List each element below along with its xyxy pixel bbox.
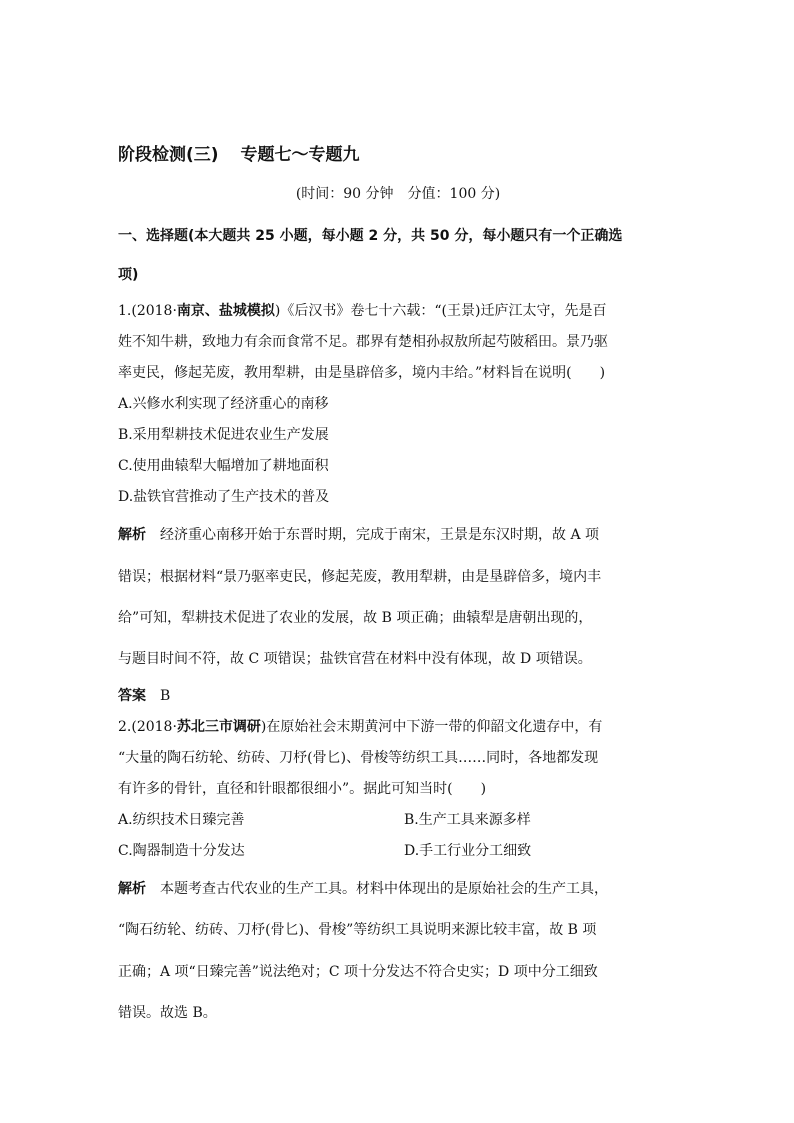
q1-source: 南京、盐城模拟 xyxy=(176,303,275,319)
q2-option-a: A.纺织技术日臻完善 xyxy=(118,812,245,828)
q1-stem-line2: 姓不知牛耕，致地力有余而食常不足。郡界有楚相孙叔敖所起芍陂稻田。景乃驱 xyxy=(118,334,608,350)
q2-option-b: B.生产工具来源多样 xyxy=(404,812,531,828)
q2-number: 2.(2018· xyxy=(118,719,177,735)
q2-analysis-line3: 正确；A 项“日臻完善”说法绝对；C 项十分发达不符合史实；D 项中分工细致 xyxy=(118,964,598,980)
q1-option-a: A.兴修水利实现了经济重心的南移 xyxy=(118,396,329,412)
q2-option-d: D.手工行业分工细致 xyxy=(404,843,532,859)
q1-analysis-line3: 给”可知，犁耕技术促进了农业的发展，故 B 项正确；曲辕犁是唐朝出现的， xyxy=(118,610,593,626)
q1-stem-line1 xyxy=(118,301,606,321)
q1-option-c: C.使用曲辕犁大幅增加了耕地面积 xyxy=(118,458,329,474)
q1-answer-label: 答案 xyxy=(118,688,146,704)
title-topics: 专题七～专题九 xyxy=(240,145,360,165)
q1-number: 1.(2018· xyxy=(118,303,177,319)
q1-analysis-line2: 错误；根据材料“景乃驱率吏民，修起芜废，教用犁耕，由是垦辟倍多，境内丰 xyxy=(118,569,602,585)
q2-stem-line2: “大量的陶石纺轮、纺砖、刀杼(骨匕)、骨梭等纺织工具……同时，各地都发现 xyxy=(118,750,599,766)
q1-analysis-line1 xyxy=(118,525,599,545)
exam-meta: (时间：90 分钟 分值：100 分) xyxy=(295,186,501,202)
q1-analysis-line4: 与题目时间不符，故 C 项错误；盐铁官营在材料中没有体现，故 D 项错误。 xyxy=(118,651,592,667)
q1-option-b: B.采用犁耕技术促进农业生产发展 xyxy=(118,427,329,443)
q1-option-d: D.盐铁官营推动了生产技术的普及 xyxy=(118,489,330,505)
q2-analysis-text: 本题考查古代农业的生产工具。材料中体现出的是原始社会的生产工具， xyxy=(160,881,608,897)
q1-answer xyxy=(118,686,170,706)
q2-stem-text: )在原始社会末期黄河中下游一带的仰韶文化遗存中，有 xyxy=(260,719,603,735)
q2-analysis-line1 xyxy=(118,879,608,899)
q1-stem-text: )《后汉书》卷七十六载：“(王景)迁庐江太守，先是百 xyxy=(274,303,607,319)
q2-option-c: C.陶器制造十分发达 xyxy=(118,843,245,859)
q1-analysis-text: 经济重心南移开始于东晋时期，完成于南宋，王景是东汉时期，故 A 项 xyxy=(160,527,600,543)
q2-stem-line1 xyxy=(118,717,602,737)
section-heading-line1: 一、选择题(本大题共 25 小题，每小题 2 分，共 50 分，每小题只有一个正确选 xyxy=(118,228,623,244)
q2-analysis-label: 解析 xyxy=(118,881,146,897)
section-heading-line2: 项) xyxy=(118,267,139,283)
q1-answer-value: B xyxy=(160,688,171,704)
q2-stem-line3: 有许多的骨针，直径和针眼都很细小”。据此可知当时( ) xyxy=(118,781,487,797)
q2-analysis-line4: 错误。故选 B。 xyxy=(118,1005,217,1021)
q2-analysis-line2: “陶石纺轮、纺砖、刀杼(骨匕)、骨梭”等纺织工具说明来源比较丰富，故 B 项 xyxy=(118,922,597,938)
title-stage: 阶段检测(三) xyxy=(118,145,219,165)
page-title xyxy=(118,140,360,165)
q2-source: 苏北三市调研 xyxy=(176,719,261,735)
q1-analysis-label: 解析 xyxy=(118,527,146,543)
q1-stem-line3: 率吏民，修起芜废，教用犁耕，由是垦辟倍多，境内丰给。”材料旨在说明( ) xyxy=(118,365,606,381)
